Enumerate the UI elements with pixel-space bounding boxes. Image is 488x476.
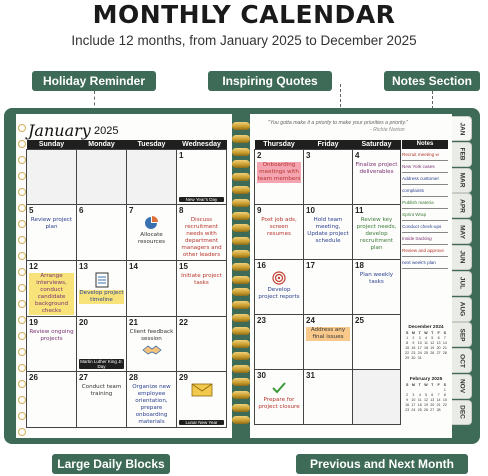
day-cell-17[interactable] [304,260,353,315]
tab-label: MAY [458,224,465,239]
envelope-icon [191,383,213,397]
handshake-icon [142,344,162,356]
day-cell-1[interactable] [177,150,227,205]
inspiring-quote: "You gotta make it a priority to make your priorities a priority." [268,120,408,126]
mini-day: 13 [430,398,435,402]
mini-day: 21 [442,346,447,350]
mini-calendar-february [404,376,448,413]
day-number: 15 [179,262,188,271]
day-cell-31[interactable] [304,370,353,425]
mini-day: 24 [411,408,416,412]
note-line[interactable]: Recruit meeting w [402,149,448,161]
mini-day: 7 [443,336,446,340]
tab-label: SEP [458,328,465,342]
day-cell-19[interactable] [27,317,77,372]
day-note: Review key project needs, develop recruitment plan [356,217,397,251]
mini-day: 10 [417,341,422,345]
mini-calendar-title: February 2025 [409,377,443,382]
month-year: 2025 [94,125,119,137]
tab-label: OCT [458,353,465,368]
day-cell-26[interactable] [27,372,77,428]
note-line[interactable]: Inside tracking [402,233,448,245]
mini-day: 18 [423,346,428,350]
day-number: 19 [29,318,38,327]
day-cell-22[interactable] [177,317,227,372]
day-cell-4[interactable] [353,150,401,205]
day-number: 14 [129,262,138,271]
mini-day: 16 [411,346,416,350]
mini-calendar-december [404,324,448,361]
mini-day: 6 [431,393,434,397]
day-note: Arrange interviews, conduct candidate background checks [29,273,74,315]
day-cell-24[interactable] [304,315,353,370]
mini-weekday: T [431,383,434,387]
mini-weekday: M [411,383,415,387]
day-number: 5 [29,206,34,215]
tab-label: FEB [458,147,465,161]
previous-next-month-callout: Previous and Next Month [296,454,468,474]
mini-day: 4 [418,393,421,397]
tab-label: NOV [458,379,465,394]
day-number: 20 [79,318,88,327]
mini-day: 30 [411,356,416,360]
note-line[interactable]: New York cases [402,161,448,173]
mini-day: 15 [442,398,447,402]
day-note: Organize new employee orientation, prepare onboarding materials [132,384,171,425]
right-calendar-grid [254,140,401,425]
day-cell-11[interactable] [353,205,401,260]
notes-section [402,140,448,269]
day-number: 22 [179,318,188,327]
day-note: Plan weekly tasks [359,272,394,285]
day-header-tuesday: Tuesday [127,140,177,150]
notes-header: Notes [402,140,448,149]
day-note: Discuss recruitment needs with department managers and other leaders [181,217,222,258]
holiday-label: New Year's Day [179,197,224,202]
tab-jun[interactable] [452,245,472,270]
mini-day: 17 [417,346,422,350]
day-header-sunday: Sunday [27,140,77,150]
mini-weekday: S [443,383,447,387]
note-line[interactable]: Publish materia [402,197,448,209]
large-daily-blocks-callout: Large Daily Blocks [52,454,170,474]
mini-day: 11 [424,341,428,345]
mini-day: 11 [417,398,422,402]
mini-weekday: M [411,331,415,335]
mini-day: 22 [405,351,410,355]
page-title: MONTHLY CALENDAR [92,0,396,29]
day-cell-23[interactable] [255,315,304,370]
day-number: 13 [79,262,88,271]
day-number: 10 [306,206,315,215]
day-cell-15[interactable] [177,261,227,317]
page-subtitle: Include 12 months, from January 2025 to December 2025 [71,33,417,48]
day-number: 9 [257,206,262,215]
mini-weekday: W [424,383,428,387]
tab-label: JAN [458,121,465,136]
day-cell-20[interactable] [77,317,127,372]
mini-calendar-title: December 2024 [408,325,444,330]
day-cell-empty[interactable] [353,370,401,425]
day-header-friday: Friday [304,140,353,150]
mini-day: 24 [417,351,422,355]
checklist-icon [95,272,109,288]
day-note: Address any final issues [306,327,350,341]
mini-day: 4 [424,336,427,340]
day-header-monday: Monday [77,140,127,150]
day-cell-8[interactable] [177,205,227,261]
day-note: Conduct team training [81,384,122,397]
spiral-binding [232,122,250,434]
mini-day: 28 [436,408,441,412]
mini-calendar-grid [404,331,448,361]
day-note: Onboarding meetings with team members [257,162,301,182]
mini-day: 7 [437,393,440,397]
tab-label: APR [458,199,465,213]
day-cell-10[interactable] [304,205,353,260]
day-number: 1 [179,151,184,160]
day-cell-16[interactable] [255,260,304,315]
mini-day: 28 [442,351,447,355]
mini-weekday: T [418,383,421,387]
day-note: Review ongoing projects [29,329,74,342]
left-page [16,114,232,438]
mini-day: 12 [430,341,435,345]
day-cell-12[interactable] [27,261,77,317]
tab-feb[interactable] [452,142,472,167]
mini-day: 5 [431,336,434,340]
day-cell-13[interactable] [77,261,127,317]
day-number: 7 [129,206,134,215]
tab-jul[interactable] [452,271,472,296]
mini-day: 8 [443,393,446,397]
mini-day: 25 [423,351,428,355]
day-cell-14[interactable] [127,261,177,317]
mini-day: 1 [443,388,446,392]
day-number: 31 [306,371,315,380]
holiday-label: Lunar New Year [179,420,224,425]
mini-day: 20 [430,403,435,407]
mini-day: 21 [436,403,441,407]
mini-day: 23 [405,408,410,412]
day-header-wednesday: Wednesday [177,140,227,150]
mini-day: 19 [423,403,428,407]
note-line[interactable]: Sprint Wrap [402,209,448,221]
mini-weekday: F [437,383,440,387]
mini-day: 15 [405,346,410,350]
day-cell-5[interactable] [27,205,77,261]
left-calendar-grid [26,140,227,428]
mini-day: 26 [430,351,435,355]
day-number: 26 [29,373,38,382]
day-number: 27 [79,373,88,382]
mini-weekday: S [443,331,447,335]
holiday-reminder-callout: Holiday Reminder [32,71,156,91]
day-note: Finalize project deliverables [355,162,398,175]
mini-day: 14 [442,341,447,345]
month-title: January [28,121,91,140]
mini-day: 18 [417,403,422,407]
day-cell-27[interactable] [77,372,127,428]
day-number: 28 [129,373,138,382]
day-cell-6[interactable] [77,205,127,261]
day-header-saturday: Saturday [353,140,401,150]
mini-day: 9 [406,398,409,402]
mini-weekday: S [405,383,409,387]
day-number: 23 [257,316,266,325]
tab-dec[interactable] [452,400,472,425]
mini-day: 6 [437,336,440,340]
day-note: Prepare for project closure [258,397,300,410]
mini-day: 14 [436,398,441,402]
day-note: Allocate resources [137,232,166,245]
day-note: Develop project reports [258,287,300,300]
day-note: Review project plan [30,217,73,230]
mini-day: 23 [411,351,416,355]
day-cell-28[interactable] [127,372,177,428]
mini-day: 17 [411,403,416,407]
day-note: Post job ads, screen resumes [261,217,297,237]
tab-oct[interactable] [452,348,472,373]
mini-day: 1 [406,336,409,340]
day-cell-7[interactable] [127,205,177,261]
mini-day: 12 [423,398,428,402]
mini-day: 27 [430,408,435,412]
tab-sep[interactable] [452,322,472,347]
day-cell-3[interactable] [304,150,353,205]
tab-may[interactable] [452,219,472,244]
holiday-label: Martin Luther King Jr. Day [80,359,123,369]
tab-mar[interactable] [452,168,472,193]
day-number: 18 [355,261,364,270]
day-number: 4 [355,151,360,160]
day-note: Client feedback session [129,329,174,342]
day-number: 11 [355,206,364,215]
day-number: 2 [257,151,262,160]
tab-apr[interactable] [452,193,472,218]
mini-weekday: T [418,331,421,335]
mini-calendar-grid [404,383,448,413]
day-cell-25[interactable] [353,315,401,370]
day-cell-empty[interactable] [127,150,177,205]
day-number: 6 [79,206,84,215]
mini-day: 29 [405,356,410,360]
tab-label: AUG [458,301,465,317]
day-number: 24 [306,316,315,325]
day-number: 21 [129,318,138,327]
tab-label: DEC [458,405,465,420]
note-line[interactable]: Address customer [402,173,448,185]
mini-weekday: T [431,331,434,335]
mini-day: 13 [436,341,441,345]
tab-label: JUL [458,277,465,290]
mini-day: 8 [406,341,409,345]
mini-day: 26 [423,408,428,412]
mini-day: 5 [424,393,427,397]
mini-weekday: W [424,331,428,335]
tab-label: MAR [458,172,465,188]
day-cell-30[interactable] [255,370,304,425]
mini-day: 22 [442,403,447,407]
day-number: 17 [306,261,315,270]
day-note: Initiate project tasks [181,273,222,286]
day-header-thursday: Thursday [255,140,304,150]
day-number: 30 [257,371,266,380]
tab-label: JUN [458,250,465,264]
mini-day: 16 [405,403,410,407]
day-cell-2[interactable] [255,150,304,205]
pie-chart-icon [142,216,162,230]
note-line[interactable]: Review and approve [402,245,448,257]
day-note: Hold team meeting, Update project schedule [307,217,349,244]
mini-day: 27 [436,351,441,355]
note-line[interactable]: Conduct check-ups [402,221,448,233]
target-icon [272,271,286,285]
mini-weekday: F [437,331,440,335]
day-cell-9[interactable] [255,205,304,260]
inspiring-quotes-callout: Inspiring Quotes [208,71,332,91]
mini-day: 20 [436,346,441,350]
day-number: 29 [179,373,188,382]
day-cell-empty[interactable] [27,150,77,205]
month-tabs [452,116,472,436]
tab-nov[interactable] [452,374,472,399]
mini-day: 9 [412,341,415,345]
right-page [250,114,452,438]
day-note: Develop project timeline [79,290,124,303]
quote-author: - Richie Norton [370,127,405,133]
day-number: 16 [257,261,266,270]
mini-weekday: S [405,331,409,335]
mini-day: 10 [411,398,416,402]
day-number: 12 [29,262,38,271]
day-number: 25 [355,316,364,325]
day-number: 3 [306,151,311,160]
mini-day: 31 [417,356,422,360]
mini-day: 19 [430,346,435,350]
day-cell-18[interactable] [353,260,401,315]
mini-day: 3 [412,393,415,397]
tab-aug[interactable] [452,297,472,322]
note-line[interactable]: next week's plan [402,257,448,269]
mini-day: 25 [417,408,422,412]
tab-jan[interactable] [452,116,472,141]
checkmark-icon [271,381,287,395]
mini-day: 2 [406,393,409,397]
note-line[interactable]: complaints [402,185,448,197]
day-number: 8 [179,206,184,215]
notes-section-callout: Notes Section [384,71,480,91]
planner-book [4,108,480,444]
day-cell-empty[interactable] [77,150,127,205]
mini-day: 2 [412,336,415,340]
day-cell-21[interactable] [127,317,177,372]
mini-day: 3 [418,336,421,340]
day-cell-29[interactable] [177,372,227,428]
